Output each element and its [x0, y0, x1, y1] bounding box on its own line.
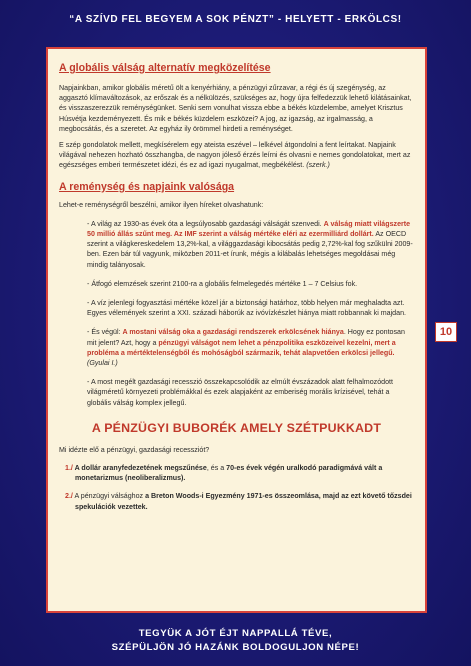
lead-sentence: Lehet-e reménységről beszélni, amikor ilyen híreket olvashatunk: — [59, 200, 264, 209]
numbered-item-1 — [59, 463, 414, 483]
item-text: a Breton Woods-i Egyezmény 1971-es összeomlása, majd az ezt követő tőzsdei spekulációk vezettek. — [75, 492, 412, 511]
section-heading-global-crisis: A globális válság alternatív megközelítése — [59, 62, 271, 74]
bullet-text: - A világ az 1930-as évek óta a legsúlyosabb gazdasági válságát szenvedi. — [87, 219, 324, 228]
intro-paragraph: Napjainkban, amikor globális méretű ölt a kenyérhiány, a pénzügyi zűrzavar, a régi és új szegénység, az aggasztó klímaváltozások, az erőszak és a nélkülözés, szükséges az, hogy újra felfedezzük lehető kilátásainkat, és visszaszerezzük reménységünket. Senki sem vonulhat vissza ebbe a békés küzdelembe, amelyet Krisztus Húsvétja kezdeményezett. És mik e békés küzdelem eszközei? A jog, az igazság, az irgalmasság, a megbocsátás, és a szeretet. Az egyház ily örömmel hirdeti a reménységet. — [59, 84, 412, 133]
article-panel — [46, 47, 427, 613]
item-text: , és a — [206, 464, 227, 473]
bullet-item-warming: - Átfogó elemzések szerint 2100-ra a globális felmelegedés mértéke 1 – 7 Celsius fok. — [87, 279, 358, 288]
footer-slogan — [0, 627, 471, 655]
editor-signature: (szerk.) — [306, 161, 330, 170]
section-heading-hope-reality: A reménység és napjaink valósága — [59, 180, 235, 193]
bullet-item-water: - A víz jelenlegi fogyasztási mértéke közel jár a biztonsági határhoz, több helyen már meghaladta azt. Egyes vélemények szerint a XXI. századi háborúk az ivóvízkészlet hiánya miatt robbannak ki majdan. — [87, 299, 406, 318]
page-number-badge: 10 — [435, 322, 457, 342]
bullet-item-morality — [59, 327, 414, 368]
item-number: 1./ — [65, 464, 73, 473]
page-title: “A SZÍVD FEL BEGYEM A SOK PÉNZT” - HELYETT - ERKÖLCS! — [69, 14, 402, 25]
item-text: 70-es évek végén uralkodó paradigmává vált a monetarizmus (neoliberalizmus). — [75, 464, 383, 483]
bullet-citation: (Gyulai I.) — [87, 359, 118, 368]
editor-paragraph-text: E szép gondolatok mellett, megkísérelem egy ateista eszével – lelkével átgondolni a fent leírtakat. Napjaink világával nehezen hozható összhangba, de nagyon jóleső érzés leírni és olvasni e nemes gondolatokat, mert az egészséges emberi természetet idézi, és ez ad igazi nyugalmat, megbékélést. — [59, 141, 411, 170]
footer-line-1: TEGYÜK A JÓT ÉJT NAPPALLÁ TÉVE, — [138, 628, 333, 639]
numbered-item-2 — [59, 491, 414, 511]
bullet-highlight: A mostani válság oka a gazdasági rendszerek erkölcsének hiánya — [122, 328, 344, 337]
question-text: Mi idézte elő a pénzügyi, gazdasági recessziót? — [59, 445, 210, 454]
editor-paragraph — [59, 140, 414, 171]
item-text: A pénzügyi válsághoz — [72, 492, 146, 501]
footer-line-2: SZÉPÜLJÖN JÓ HAZÁNK BOLDOGULJON NÉPE! — [111, 642, 360, 653]
bullet-item-crisis — [59, 219, 414, 270]
bullet-text: . Hogy ez pontosan mit jelent? Azt, hogy a — [87, 328, 405, 347]
section-heading-financial-bubble: A PÉNZÜGYI BUBORÉK AMELY SZÉTPUKKADT — [91, 420, 382, 435]
bullet-highlight: pénzügyi válságot nem lehet a pénzpolitika eszközeivel kezelni, mert a probléma a mértéktelenségből és mohóságból származik, tehát alapvetően erkölcsi jellegű. — [87, 338, 396, 357]
bullet-item-recession: - A most megélt gazdasági recesszió összekapcsolódik az elmúlt évszázadok alatt felhalmozódott világméretű környezeti problémákkal és ezek alapjaként az emberiség morális krízisével, tehát a globális válság komplex jellegű. — [87, 378, 393, 407]
bullet-text: Az OECD szerint a világkereskedelem 13,2%-kal, a világgazdasági kibocsátás pedig 2,72%-kal fog szűkülni 2009-ben. Ezen bár túl vagyunk, miközben 2011-et írunk, mégis a kilábalás lehetséges megoldásai még mindig talányosak. — [87, 230, 413, 269]
item-number: 2./ — [65, 492, 73, 501]
bullet-highlight: A válság miatt világszerte 50 millió állás szűnt meg. Az IMF szerint a válság mértéke eléri az ezermilliárd dollárt. — [87, 219, 411, 239]
item-text: A dollár aranyfedezetének megszűnése — [72, 464, 207, 473]
bullet-text: - És végül: — [87, 328, 123, 337]
